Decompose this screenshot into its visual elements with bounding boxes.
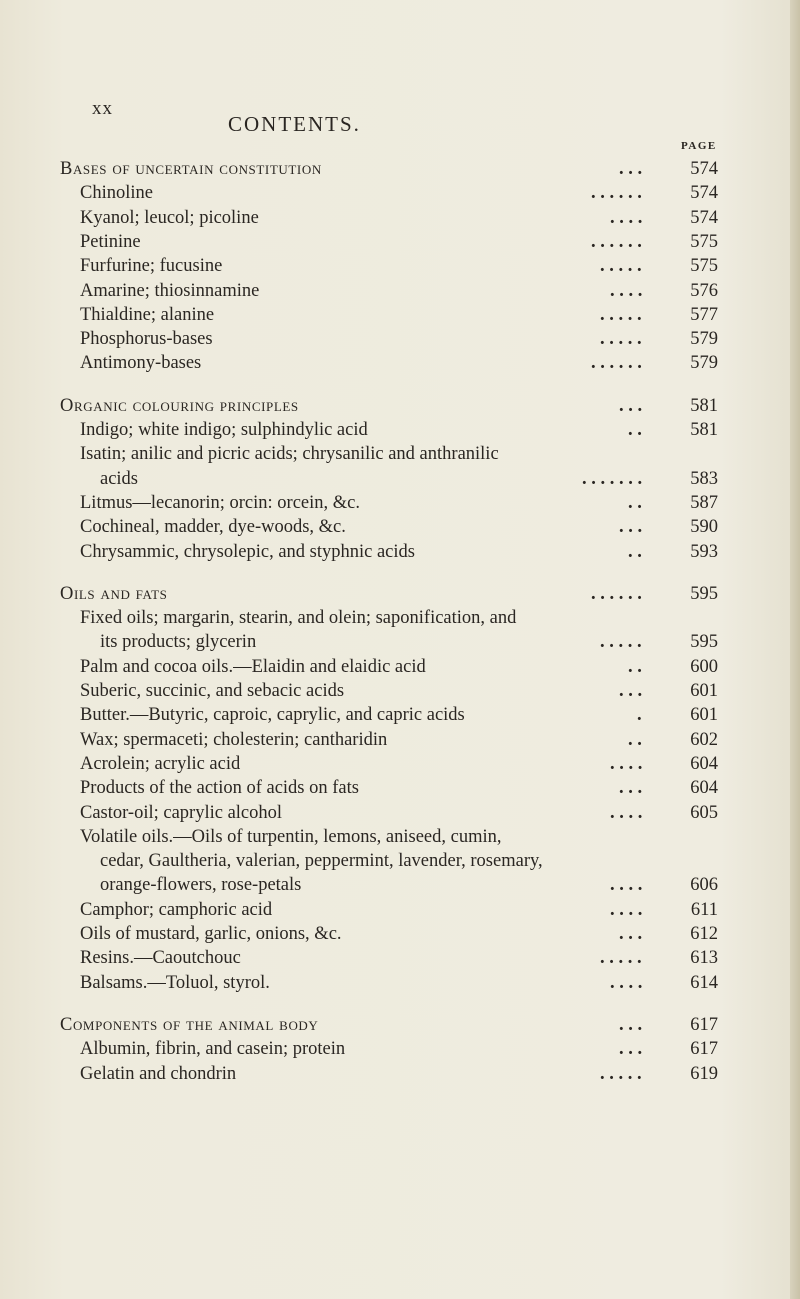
entry-label: Chinoline [80,183,153,204]
leader-dots: . . . [619,778,643,799]
entry-page-number: 590 [690,517,718,538]
section-heading [60,1013,718,1037]
leader-dots: . . . . [610,207,643,228]
page-edge [790,0,800,1299]
toc-entry [80,825,502,849]
entry-page-number: 604 [690,753,718,774]
entry-page-number: 601 [690,705,718,726]
entry-page-number: 574 [690,207,718,228]
leader-dots: . . . . [610,753,643,774]
entry-page-number: 579 [690,329,718,350]
entry-label: Albumin, fibrin, and casein; protein [80,1039,346,1060]
entry-label: Organic colouring principles [60,395,299,416]
entry-label: Products of the action of acids on fats [80,778,359,799]
entry-label: Suberic, succinic, and sebacic acids [80,681,345,701]
leader-dots: . . [628,541,642,562]
entry-label: Fixed oils; margarin, stearin, and olein; saponification, and [80,608,517,629]
leader-dots: . . . . [610,899,643,920]
entry-label: Resins.—Caoutchouc [80,948,241,969]
leader-dots: . . . . . [600,304,642,325]
section-heading [60,582,718,606]
entry-page-number: 612 [690,924,718,944]
entry-page-number: 605 [690,802,718,823]
toc-entry [80,655,718,679]
entry-label: Amarine; thiosinnamine [80,280,260,301]
toc-entry [80,801,718,825]
toc-entry [80,540,718,564]
toc-entry [80,703,718,727]
entry-label: Bases of uncertain constitution [60,159,322,179]
entry-page-number: 575 [690,231,718,252]
leader-dots: . . . . . [600,329,642,350]
running-title: CONTENTS. [228,112,361,136]
leader-dots: . . . . [610,875,643,896]
toc-entry [80,1037,718,1061]
entry-label: Kyanol; leucol; picoline [80,207,259,228]
entry-label: cedar, Gaultheria, valerian, peppermint, lavender, rosemary, [100,851,543,872]
entry-page-number: 617 [690,1039,718,1060]
toc-entry [80,679,718,703]
entry-page-number: 617 [690,1014,718,1035]
entry-label: Phosphorus-bases [80,329,213,350]
entry-label: acids [100,468,139,489]
page-column-label: PAGE [681,140,717,152]
entry-label: its products; glycerin [100,632,257,653]
leader-dots: . . . . . . [591,353,642,374]
toc-entry [100,467,718,491]
entry-label: Gelatin and chondrin [80,1063,237,1084]
toc-entry [80,181,718,205]
entry-page-number: 583 [690,468,718,489]
entry-label: Cochineal, madder, dye-woods, &c. [80,517,346,538]
entry-label: Volatile oils.—Oils of turpentin, lemons, aniseed, cumin, [80,826,502,847]
section-heading [60,157,718,181]
entry-page-number: 600 [690,656,718,677]
toc-entry [80,922,718,946]
leader-dots: . [637,705,642,726]
leader-dots: . . . [619,517,643,538]
leader-dots: . . . . . . [591,231,642,252]
leader-dots: . . . [619,1039,643,1060]
entry-page-number: 602 [690,729,718,750]
entry-page-number: 595 [690,583,718,604]
leader-dots: . . . [619,395,643,416]
entry-label: Antimony-bases [80,353,202,374]
entry-label: Butter.—Butyric, caproic, caprylic, and capric acids [80,705,465,726]
entry-label: Petinine [80,231,141,252]
leader-dots: . . . . . . . [582,468,643,489]
entry-label: Wax; spermaceti; cholesterin; cantharidin [80,729,388,750]
toc-entry [80,776,718,800]
leader-dots: . . . [619,1014,643,1035]
entry-page-number: 577 [690,304,718,325]
leader-dots: . . . . . . [591,583,642,604]
entry-page-number: 574 [690,159,718,179]
toc-entry [100,849,543,873]
toc-entry [80,206,718,230]
entry-label: Litmus—lecanorin; orcin: orcein, &c. [80,492,360,513]
toc-entry [80,898,718,922]
entry-page-number: 575 [690,256,718,277]
entry-page-number: 574 [690,183,718,204]
entry-page-number: 595 [690,632,718,653]
entry-page-number: 611 [690,899,718,920]
toc-entry [80,327,718,351]
section-heading [60,394,718,418]
toc-entry [80,728,718,752]
toc-entry [80,442,499,466]
entry-page-number: 613 [690,948,718,969]
toc-entry [80,254,718,278]
entry-page-number: 601 [690,681,718,701]
leader-dots: . . . . . [600,256,642,277]
entry-label: Thialdine; alanine [80,304,215,325]
entry-label: Castor-oil; caprylic alcohol [80,802,283,823]
leader-dots: . . . [619,159,643,179]
toc-entry [80,752,718,776]
leader-dots: . . . . [610,802,643,823]
toc-entry [100,630,718,654]
leader-dots: . . [628,492,642,513]
leader-dots: . . [628,656,642,677]
entry-page-number: 593 [690,541,718,562]
entry-label: Isatin; anilic and picric acids; chrysanilic and anthranilic [80,444,499,465]
entry-page-number: 581 [690,420,718,440]
toc-entry [80,418,718,442]
toc-entry [100,873,718,897]
toc-entry [80,515,718,539]
entry-page-number: 604 [690,778,718,799]
entry-page-number: 576 [690,280,718,301]
leader-dots: . . . . . [600,1063,642,1084]
leader-dots: . . . . . [600,632,642,653]
entry-label: Indigo; white indigo; sulphindylic acid [80,420,368,440]
toc-entry [80,279,718,303]
entry-label: orange-flowers, rose-petals [100,875,302,896]
leader-dots: . . . . [610,972,643,993]
entry-page-number: 614 [690,972,718,993]
entry-page-number: 581 [690,395,718,416]
entry-page-number: 606 [690,875,718,896]
entry-page-number: 579 [690,353,718,374]
entry-label: Palm and cocoa oils.—Elaidin and elaidic acid [80,656,426,677]
entry-label: Chrysammic, chrysolepic, and styphnic acids [80,541,415,562]
entry-label: Furfurine; fucusine [80,256,223,277]
toc-entry [80,1062,718,1086]
leader-dots: . . . [619,924,643,944]
toc-entry [80,606,516,630]
toc-entry [80,971,718,995]
toc-entry [80,491,718,515]
entry-label: Components of the animal body [60,1014,319,1035]
leader-dots: . . . . [610,280,643,301]
leader-dots: . . . . . [600,948,642,969]
toc-entry [80,303,718,327]
leader-dots: . . . [619,681,643,701]
entry-label: Acrolein; acrylic acid [80,753,241,774]
entry-label: Oils and fats [60,583,168,604]
entry-page-number: 619 [690,1063,718,1084]
toc-entry [80,230,718,254]
toc-entry [80,351,718,375]
entry-page-number: 587 [690,492,718,513]
entry-label: Camphor; camphoric acid [80,899,273,920]
toc-entry [80,946,718,970]
leader-dots: . . . . . . [591,183,642,204]
page-number: xx [92,98,113,119]
leader-dots: . . [628,729,642,750]
entry-label: Balsams.—Toluol, styrol. [80,972,270,993]
entry-label: Oils of mustard, garlic, onions, &c. [80,924,342,944]
leader-dots: . . [628,420,642,440]
